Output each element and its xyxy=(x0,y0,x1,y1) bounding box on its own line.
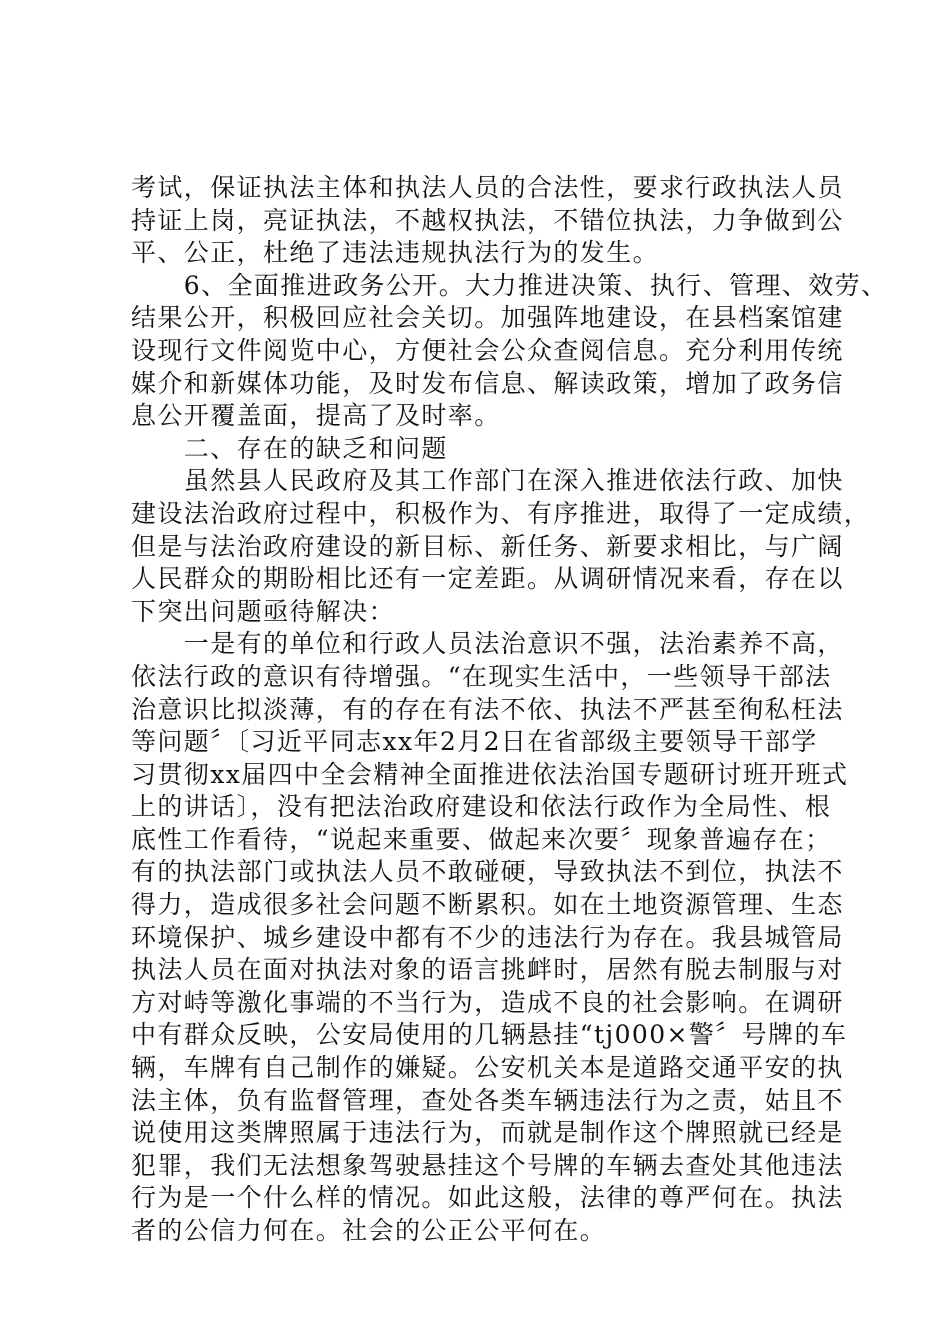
text-line: 有的执法部门或执法人员不敢碰硬，导致执法不到位，执法不 xyxy=(131,857,844,887)
text-line: 息公开覆盖面，提高了及时率。 xyxy=(131,401,501,431)
text-line: 6、全面推进政务公开。大力推进决策、执行、管理、效劳、 xyxy=(131,270,888,300)
text-line: 媒介和新媒体功能，及时发布信息、解读政策，增加了政务信 xyxy=(131,368,844,398)
text-line: 底性工作看待，“说起来重要、做起来次要〞现象普遍存在； xyxy=(131,824,832,854)
text-line: 辆，车牌有自己制作的嫌疑。公安机关本是道路交通平安的执 xyxy=(131,1053,844,1083)
text-line: 犯罪，我们无法想象驾驶悬挂这个号牌的车辆去查处其他违法 xyxy=(131,1150,844,1180)
text-line: 下突出问题亟待解决： xyxy=(131,596,396,626)
text-line: 虽然县人民政府及其工作部门在深入推进依法行政、加快 xyxy=(131,466,844,496)
section-heading: 二、存在的缺乏和问题 xyxy=(131,433,448,463)
text-line: 执法人员在面对执法对象的语言挑衅时，居然有脱去制服与对 xyxy=(131,955,844,985)
text-line: 中有群众反映，公安局使用的几辆悬挂“tj000×警〞号牌的车 xyxy=(131,1020,848,1050)
document-body xyxy=(131,172,888,1248)
text-line: 法主体，负有监督管理，查处各类车辆违法行为之责，姑且不 xyxy=(131,1085,844,1115)
text-line: 方对峙等激化事端的不当行为，造成不良的社会影响。在调研 xyxy=(131,987,844,1017)
text-line: 平、公正，杜绝了违法违规执法行为的发生。 xyxy=(131,238,660,268)
text-line: 得力，造成很多社会问题不断累积。如在土地资源管理、生态 xyxy=(131,890,844,920)
text-line: 人民群众的期盼相比还有一定差距。从调研情况来看，存在以 xyxy=(131,564,844,594)
text-line: 建设法治政府过程中，积极作为、有序推进，取得了一定成绩， xyxy=(131,498,871,528)
text-line: 治意识比拟淡薄，有的存在有法不依、执法不严甚至徇私枉法 xyxy=(131,694,844,724)
text-line: 者的公信力何在。社会的公正公平何在。 xyxy=(131,1216,607,1245)
text-line: 行为是一个什么样的情况。如此这般，法律的尊严何在。执法 xyxy=(131,1183,844,1213)
text-line: 设现行文件阅览中心，方便社会公众查阅信息。充分利用传统 xyxy=(131,335,844,365)
text-line: 环境保护、城乡建设中都有不少的违法行为存在。我县城管局 xyxy=(131,922,844,952)
text-line: 依法行政的意识有待增强。“在现实生活中，一些领导干部法 xyxy=(131,661,832,691)
text-line: 说使用这类牌照属于违法行为，而就是制作这个牌照就已经是 xyxy=(131,1118,844,1148)
text-line: 等问题〞〔习近平同志xx年2月2日在省部级主要领导干部学 xyxy=(131,727,818,757)
text-line: 持证上岗，亮证执法，不越权执法，不错位执法，力争做到公 xyxy=(131,205,844,235)
text-line: 习贯彻xx届四中全会精神全面推进依法治国专题研讨班开班式 xyxy=(131,759,849,789)
text-line: 考试，保证执法主体和执法人员的合法性，要求行政执法人员 xyxy=(131,173,844,202)
text-line: 上的讲话〕，没有把法治政府建设和依法行政作为全局性、根 xyxy=(131,792,832,822)
text-line: 一是有的单位和行政人员法治意识不强，法治素养不高， xyxy=(131,629,844,659)
text-line: 结果公开，积极回应社会关切。加强阵地建设，在县档案馆建 xyxy=(131,303,844,333)
text-line: 但是与法治政府建设的新目标、新任务、新要求相比，与广阔 xyxy=(131,531,844,561)
